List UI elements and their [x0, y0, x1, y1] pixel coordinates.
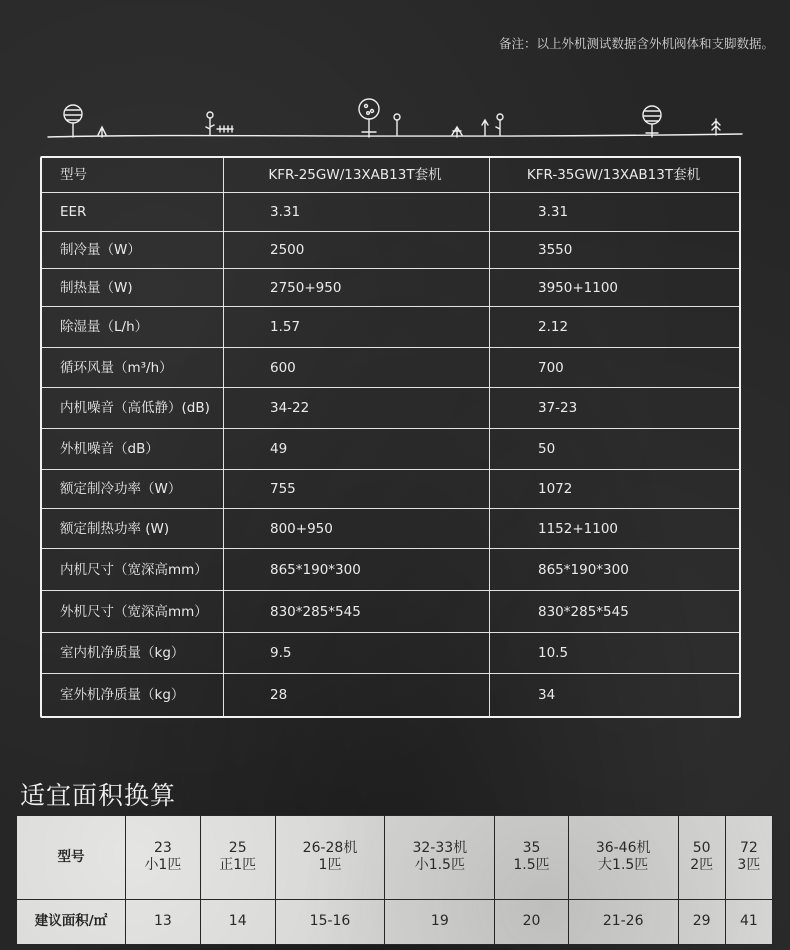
- spec-value-cell: 2.12: [538, 319, 569, 336]
- spec-value-cell: 865*190*300: [538, 561, 629, 578]
- footnote: 备注：以上外机测试数据含外机阀体和支脚数据。: [498, 36, 774, 51]
- model-capacity: 23: [153, 839, 172, 856]
- spec-value-cell: 830*285*545: [270, 603, 361, 620]
- spec-value-cell: 600: [270, 359, 296, 376]
- model-horsepower: 1.5匹: [513, 857, 550, 874]
- spec-value-cell: 3.31: [538, 204, 569, 221]
- model-cell: [200, 816, 275, 900]
- model-cell: [385, 816, 495, 900]
- model-capacity: 50: [692, 839, 711, 856]
- spec-value-cell: 37-23: [538, 400, 578, 417]
- area-section-title: 适宜面积换算: [20, 781, 177, 810]
- spec-label-cell: EER: [60, 204, 87, 221]
- spec-row: [42, 632, 739, 674]
- spec-value-cell: 700: [538, 359, 564, 376]
- spec-label-cell: 除湿量（L/h）: [60, 319, 149, 336]
- model-capacity: 36-46机: [595, 839, 651, 856]
- spec-value-cell: 1072: [538, 481, 573, 498]
- spec-row: [42, 548, 739, 591]
- area-cell: 14: [200, 899, 275, 944]
- model-capacity: 35: [522, 839, 541, 856]
- spec-value-cell: 3950+1100: [538, 279, 619, 296]
- spec-label-cell: 循环风量（m³/h）: [60, 359, 173, 376]
- spec-value-cell: 800+950: [270, 520, 333, 537]
- area-cell: 41: [725, 899, 772, 944]
- model-capacity: 26-28机: [302, 839, 358, 856]
- spec-label-cell: 制热量（W): [60, 279, 133, 296]
- model-cell: [275, 816, 385, 900]
- model-horsepower: 正1匹: [219, 857, 257, 874]
- spec-value-cell: 34: [538, 687, 556, 704]
- spec-value-cell: 3550: [538, 242, 573, 259]
- spec-label-cell: 型号: [60, 166, 87, 183]
- model-cell: [568, 816, 678, 900]
- spec-value-cell: 28: [270, 687, 288, 704]
- spec-value-cell: 1.57: [270, 319, 301, 336]
- spec-value-cell: KFR-25GW/13XAB13T套机: [268, 166, 442, 183]
- spec-label-cell: 室内机净质量（kg）: [60, 645, 185, 662]
- spec-label-cell: 内机尺寸（宽深高mm）: [60, 561, 208, 578]
- model-cell: [126, 816, 201, 900]
- model-horsepower: 1匹: [318, 857, 342, 874]
- area-cell: 20: [495, 899, 569, 944]
- area-conversion-table: [16, 815, 773, 945]
- area-table-area-row: [17, 899, 773, 944]
- spec-label-cell: 外机尺寸（宽深高mm）: [60, 603, 208, 620]
- spec-label-cell: 外机噪音（dB）: [60, 441, 159, 458]
- spec-row: [42, 673, 739, 717]
- spec-value-cell: 50: [538, 441, 556, 458]
- spec-value-cell: 3.31: [270, 204, 301, 221]
- spec-label-cell: 额定制冷功率（W）: [60, 481, 182, 498]
- area-row-label: 建议面积/㎡: [17, 899, 126, 944]
- spec-value-cell: 2500: [270, 242, 305, 259]
- spec-row: [42, 347, 739, 388]
- model-capacity: 32-33机: [412, 839, 468, 856]
- spec-row: [42, 387, 739, 429]
- model-row-label: 型号: [17, 816, 126, 900]
- spec-value-cell: 865*190*300: [270, 561, 361, 578]
- spec-row: [42, 268, 739, 307]
- area-cell: 21-26: [568, 899, 678, 944]
- area-table-model-row: [17, 816, 773, 900]
- spec-label-cell: 内机噪音（高低静）(dB): [60, 400, 210, 417]
- model-cell: [495, 816, 569, 900]
- spec-label-cell: 额定制热功率 (W): [60, 520, 170, 537]
- spec-label-cell: 室外机净质量（kg）: [60, 687, 185, 704]
- chalk-doodles-illustration: [0, 95, 790, 145]
- model-capacity: 72: [739, 839, 758, 856]
- spec-label-cell: 制冷量（W）: [60, 242, 141, 259]
- model-horsepower: 小1.5匹: [414, 857, 465, 874]
- spec-row: [42, 590, 739, 633]
- spec-value-cell: 10.5: [538, 645, 569, 662]
- area-cell: 29: [678, 899, 725, 944]
- spec-row: [42, 428, 739, 470]
- model-cell: [678, 816, 725, 900]
- spec-row: [42, 469, 739, 509]
- area-cell: 19: [385, 899, 495, 944]
- spec-value-cell: 755: [270, 481, 296, 498]
- spec-value-cell: 49: [270, 441, 288, 458]
- spec-value-cell: 2750+950: [270, 279, 342, 296]
- area-cell: 13: [126, 899, 201, 944]
- spec-table: [40, 156, 741, 718]
- spec-column-divider: [489, 158, 490, 716]
- spec-row: [42, 306, 739, 348]
- spec-value-cell: KFR-35GW/13XAB13T套机: [526, 166, 701, 183]
- spec-value-cell: 830*285*545: [538, 603, 629, 620]
- spec-row: [42, 192, 739, 232]
- spec-value-cell: 1152+1100: [538, 520, 619, 537]
- spec-column-divider: [223, 158, 224, 716]
- model-horsepower: 2匹: [690, 857, 714, 874]
- model-horsepower: 小1匹: [144, 857, 182, 874]
- area-cell: 15-16: [275, 899, 385, 944]
- model-horsepower: 大1.5匹: [598, 857, 649, 874]
- spec-row: [42, 508, 739, 549]
- model-cell: [725, 816, 772, 900]
- spec-value-cell: 34-22: [270, 400, 310, 417]
- spec-row: [42, 231, 739, 269]
- spec-header-row: [42, 158, 739, 192]
- model-horsepower: 3匹: [737, 857, 761, 874]
- model-capacity: 25: [228, 839, 247, 856]
- spec-value-cell: 9.5: [270, 645, 292, 662]
